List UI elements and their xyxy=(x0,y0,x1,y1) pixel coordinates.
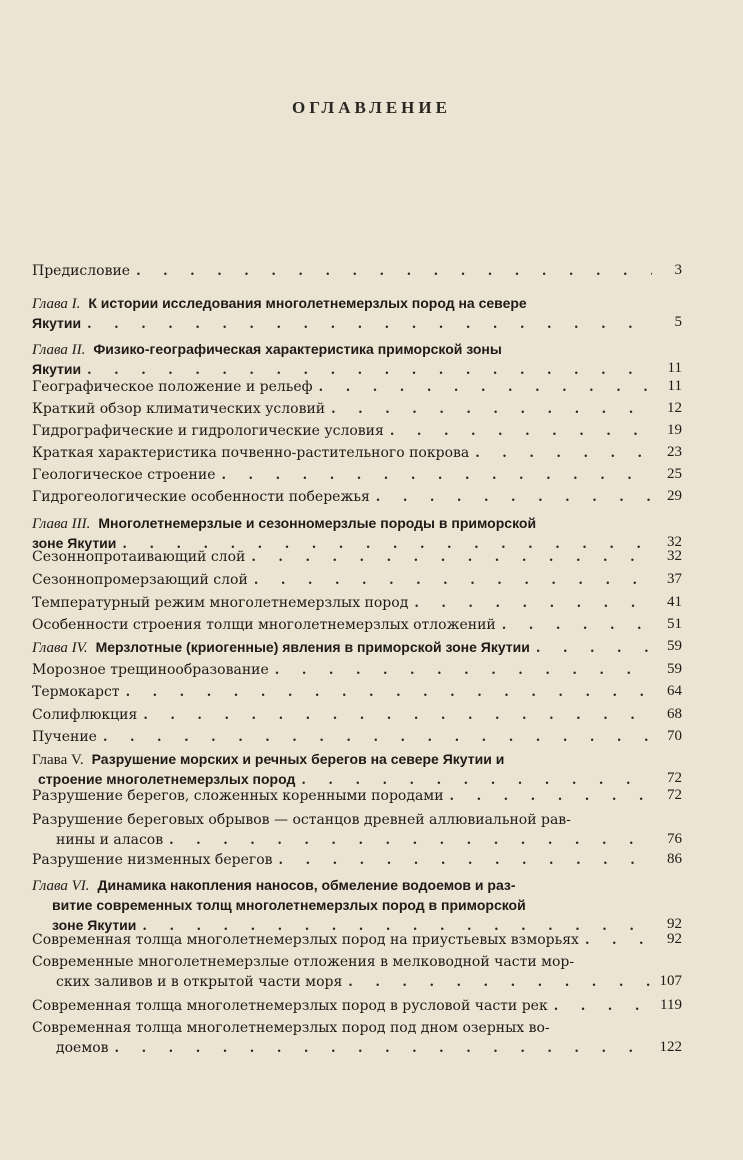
page-number: 68 xyxy=(667,706,682,722)
toc-entry[interactable] xyxy=(32,378,652,398)
page-number: 107 xyxy=(659,973,682,989)
entry-text: зоне Якутии xyxy=(32,535,117,551)
chapter-label: Глава IV. xyxy=(32,640,88,656)
chapter-label: Глава V. xyxy=(32,752,84,768)
page-number: 72 xyxy=(667,787,682,803)
toc-entry[interactable] xyxy=(32,400,652,420)
toc-entry[interactable] xyxy=(32,683,652,703)
toc-entry[interactable] xyxy=(32,466,652,486)
page-number: 3 xyxy=(674,262,682,278)
page-number: 5 xyxy=(674,314,682,330)
page-number: 23 xyxy=(667,444,682,460)
toc-entry[interactable] xyxy=(32,851,652,871)
toc-entry[interactable] xyxy=(32,811,652,851)
entry-text: Предисловие xyxy=(32,263,131,279)
leader-dots xyxy=(279,851,652,870)
entry-text: Солифлюкция xyxy=(32,707,138,723)
leader-dots xyxy=(536,639,652,658)
entry-text: зоне Якутии xyxy=(52,917,137,933)
leader-dots xyxy=(502,616,652,635)
toc-entry[interactable] xyxy=(32,728,652,748)
page-number: 59 xyxy=(667,638,682,654)
page-number: 29 xyxy=(667,488,682,504)
toc-entry[interactable] xyxy=(32,548,652,568)
toc-entry[interactable] xyxy=(32,1019,652,1059)
entry-text: Сезоннопротаивающий слой xyxy=(32,549,246,565)
entry-text: Особенности строения толщи многолетнемерзлых отложений xyxy=(32,617,496,633)
leader-dots xyxy=(319,378,652,397)
page-number: 11 xyxy=(667,360,682,376)
entry-text: Пучение xyxy=(32,729,97,745)
leader-dots xyxy=(348,973,652,992)
entry-text: Температурный режим многолетнемерзлых пород xyxy=(32,595,409,611)
chapter-label: Глава I. xyxy=(32,296,81,312)
chapter-label: Глава II. xyxy=(32,342,86,358)
entry-text: Географическое положение и рельеф xyxy=(32,379,313,395)
page-number: 70 xyxy=(667,728,682,744)
toc-entry[interactable] xyxy=(32,422,652,442)
leader-dots xyxy=(254,571,652,590)
page-number: 32 xyxy=(667,548,682,564)
entry-text: Современные многолетнемерзлые отложения в мелководной части мор- xyxy=(32,954,575,970)
entry-text: Якутии xyxy=(32,315,82,331)
entry-text: Сезоннопромерзающий слой xyxy=(32,572,248,588)
leader-dots xyxy=(251,548,652,567)
leader-dots xyxy=(221,466,652,485)
page-number: 76 xyxy=(667,831,682,847)
entry-text: Гидрогеологические особенности побережья xyxy=(32,489,370,505)
toc-entry[interactable] xyxy=(32,444,652,464)
toc-entry[interactable] xyxy=(32,953,652,993)
toc-entry[interactable] xyxy=(32,340,652,380)
toc-entry[interactable] xyxy=(32,488,652,508)
entry-text: нины и аласов xyxy=(56,832,164,848)
page-number: 72 xyxy=(667,770,682,786)
page-number: 59 xyxy=(667,661,682,677)
entry-text: Разрушение береговых обрывов — останцов древней аллювиальной рав- xyxy=(32,812,571,828)
entry-text: Разрушение берегов, сложенных коренными породами xyxy=(32,788,444,804)
toc-entry[interactable] xyxy=(32,638,652,658)
entry-text: доемов xyxy=(56,1040,109,1056)
page-number: 64 xyxy=(667,683,682,699)
toc-entry[interactable] xyxy=(32,997,652,1017)
entry-text: Якутии xyxy=(32,361,82,377)
page-number: 11 xyxy=(667,378,682,394)
entry-text: Современная толща многолетнемерзлых пород на приустьевых взморьях xyxy=(32,932,579,948)
toc-entry[interactable] xyxy=(32,661,652,681)
page-number: 92 xyxy=(667,931,682,947)
leader-dots xyxy=(169,831,652,850)
page-number: 51 xyxy=(667,616,682,632)
entry-text: Динамика накопления наносов, обмеление водоемов и раз- xyxy=(97,877,516,893)
toc-entry[interactable] xyxy=(32,876,652,936)
leader-dots xyxy=(376,488,652,507)
entry-text: ских заливов и в открытой части моря xyxy=(56,974,343,990)
page-number: 92 xyxy=(667,916,682,932)
leader-dots xyxy=(87,315,652,334)
toc-entry[interactable] xyxy=(32,294,652,334)
page-number: 19 xyxy=(667,422,682,438)
entry-text: Мерзлотные (криогенные) явления в приморской зоне Якутии xyxy=(95,639,530,655)
page-number: 12 xyxy=(667,400,682,416)
toc-entry[interactable] xyxy=(32,787,652,807)
entry-text: Разрушение морских и речных берегов на севере Якутии и xyxy=(91,751,505,767)
leader-dots xyxy=(136,262,652,281)
leader-dots xyxy=(331,400,652,419)
entry-text: Современная толща многолетнемерзлых пород под дном озерных во- xyxy=(32,1020,550,1036)
entry-text: Геологическое строение xyxy=(32,467,216,483)
toc-entry[interactable] xyxy=(32,750,652,790)
leader-dots xyxy=(143,706,652,725)
leader-dots xyxy=(450,787,652,806)
leader-dots xyxy=(414,594,652,613)
page-number: 119 xyxy=(660,997,682,1013)
page-number: 32 xyxy=(667,534,682,550)
entry-text: Термокарст xyxy=(32,684,120,700)
page-title: ОГЛАВЛЕНИЕ xyxy=(292,98,451,117)
leader-dots xyxy=(103,728,652,747)
page-number: 37 xyxy=(667,571,682,587)
page-number: 41 xyxy=(667,594,682,610)
entry-text: Краткая характеристика почвенно-растительного покрова xyxy=(32,445,470,461)
page-number: 86 xyxy=(667,851,682,867)
entry-text: Разрушение низменных берегов xyxy=(32,852,273,868)
leader-dots xyxy=(475,444,652,463)
toc-entry[interactable] xyxy=(32,594,652,614)
page-number: 122 xyxy=(659,1039,682,1055)
entry-text: Краткий обзор климатических условий xyxy=(32,401,326,417)
toc-entry[interactable] xyxy=(32,706,652,726)
chapter-label: Глава III. xyxy=(32,516,91,532)
leader-dots xyxy=(554,997,652,1016)
toc-entry[interactable] xyxy=(32,571,652,591)
leader-dots xyxy=(126,683,652,702)
entry-text: Многолетнемерзлые и сезонномерзлые породы в приморской xyxy=(98,515,537,531)
leader-dots xyxy=(390,422,652,441)
chapter-label: Глава VI. xyxy=(32,878,90,894)
toc-entry[interactable] xyxy=(32,616,652,636)
entry-text: К истории исследования многолетнемерзлых пород на севере xyxy=(88,295,527,311)
entry-text: Современная толща многолетнемерзлых пород в русловой части рек xyxy=(32,998,548,1014)
entry-text: Физико-географическая характеристика приморской зоны xyxy=(93,341,502,357)
toc-entry[interactable] xyxy=(32,262,652,282)
entry-text: витие современных толщ многолетнемерзлых пород в приморской xyxy=(52,897,526,913)
leader-dots xyxy=(275,661,652,680)
entry-text: строение многолетнемерзлых пород xyxy=(38,771,296,787)
toc-entry[interactable] xyxy=(32,931,652,951)
entry-text: Гидрографические и гидрологические условия xyxy=(32,423,384,439)
entry-text: Морозное трещинообразование xyxy=(32,662,269,678)
page-number: 25 xyxy=(667,466,682,482)
leader-dots xyxy=(115,1039,652,1058)
